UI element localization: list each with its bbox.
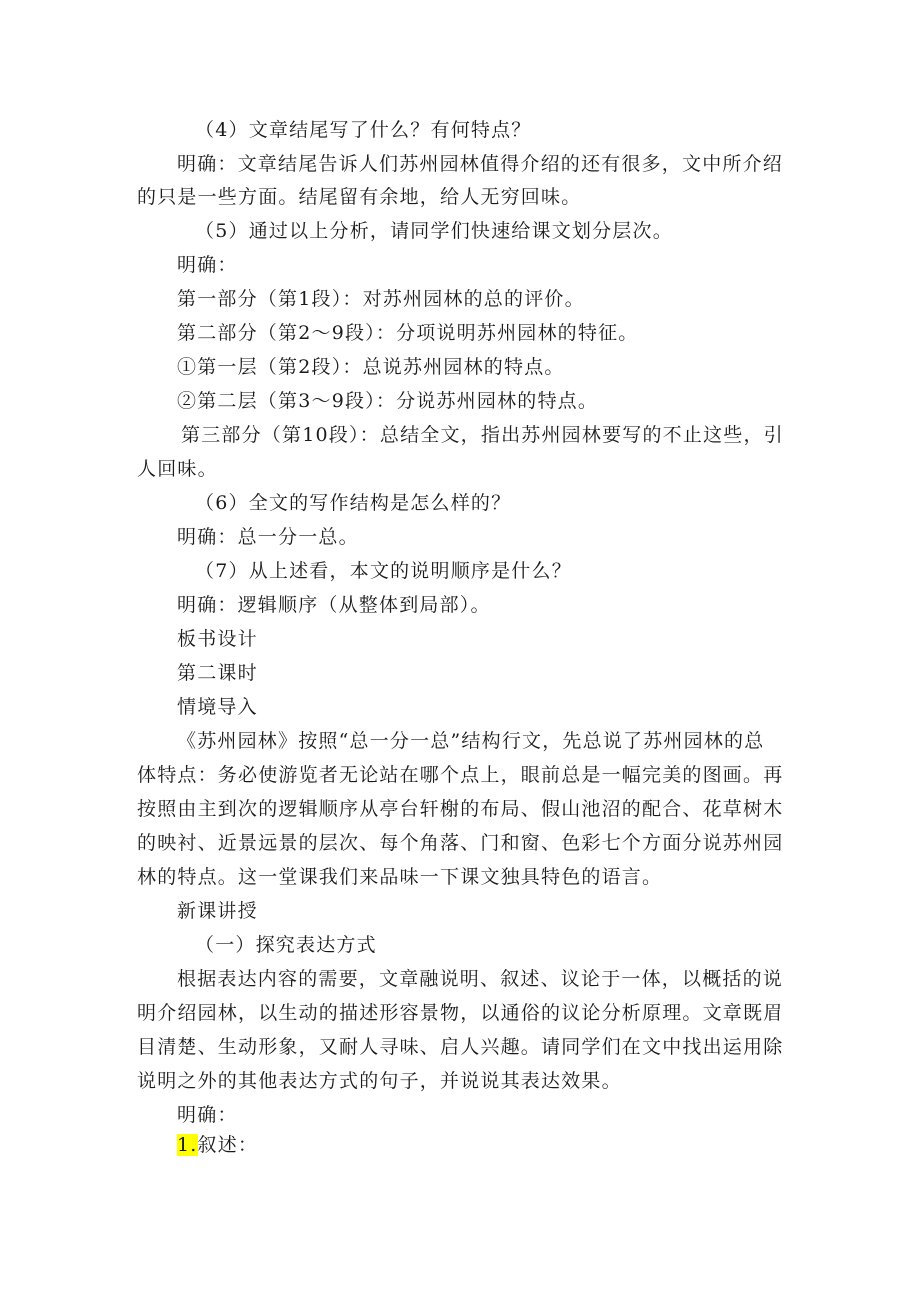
- text-line: 体特点：务必使游览者无论站在哪个点上，眼前总是一幅完美的图画。再: [137, 764, 784, 786]
- text-line: （4）文章结尾写了什么？有何特点？: [195, 119, 532, 141]
- section-heading: 板书设计: [177, 628, 258, 650]
- text-line: （6）全文的写作结构是怎么样的？: [195, 492, 512, 514]
- section-heading: 新课讲授: [177, 900, 258, 922]
- section-heading: 情境导入: [177, 696, 258, 718]
- section-heading: 第二课时: [177, 662, 258, 684]
- text-line: 林的特点。这一堂课我们来品味一下课文独具特色的语言。: [137, 866, 663, 888]
- text-line: 明确：: [177, 254, 238, 276]
- text-line: （7）从上述看，本文的说明顺序是什么？: [195, 560, 572, 582]
- text-line: 明确：文章结尾告诉人们苏州园林值得介绍的还有很多，文中所介绍: [177, 153, 784, 175]
- text-line: 目清楚、生动形象，又耐人寻味、启人兴趣。请同学们在文中找出运用除: [137, 1036, 784, 1058]
- text-line: 说明之外的其他表达方式的句子，并说说其表达效果。: [137, 1070, 622, 1092]
- text-line: 第三部分（第10段）：总结全文，指出苏州园林要写的不止这些，引: [181, 424, 784, 446]
- text-line: 第一部分（第1段）：对苏州园林的总的评价。: [177, 288, 585, 310]
- text-line: 的只是一些方面。结尾留有余地，给人无穷回味。: [137, 186, 582, 208]
- text-line: （一）探究表达方式: [195, 934, 377, 956]
- text-line: 按照由主到次的逻辑顺序从亭台轩榭的布局、假山池沼的配合、花草树木: [137, 798, 784, 820]
- text-line: 第二部分（第2～9段）：分项说明苏州园林的特征。: [177, 322, 639, 344]
- text-line: （5）通过以上分析，请同学们快速给课文划分层次。: [195, 220, 673, 242]
- text-line: 明确：逻辑顺序（从整体到局部）。: [177, 594, 491, 616]
- text-line: 明确：总一分一总。: [177, 526, 359, 548]
- item-label: 叙述：: [197, 1134, 259, 1156]
- text-line: 人回味。: [137, 458, 218, 480]
- text-line: 明确：: [177, 1104, 238, 1126]
- text-line: 明介绍园林，以生动的描述形容景物，以通俗的议论分析原理。文章既眉: [137, 1002, 784, 1024]
- text-line: ①第一层（第2段）：总说苏州园林的特点。: [177, 356, 565, 378]
- text-line: 根据表达内容的需要，文章融说明、叙述、议论于一体，以概括的说: [177, 968, 784, 990]
- text-line: 《苏州园林》按照“总一分一总”结构行文，先总说了苏州园林的总: [177, 730, 765, 752]
- numbered-item: [177, 1132, 258, 1158]
- text-line: ②第二层（第3～9段）：分说苏州园林的特点。: [177, 390, 599, 412]
- text-line: 的映衬、近景远景的层次、每个角落、门和窗、色彩七个方面分说苏州园: [137, 832, 784, 854]
- highlighted-number: 1.: [177, 1134, 198, 1156]
